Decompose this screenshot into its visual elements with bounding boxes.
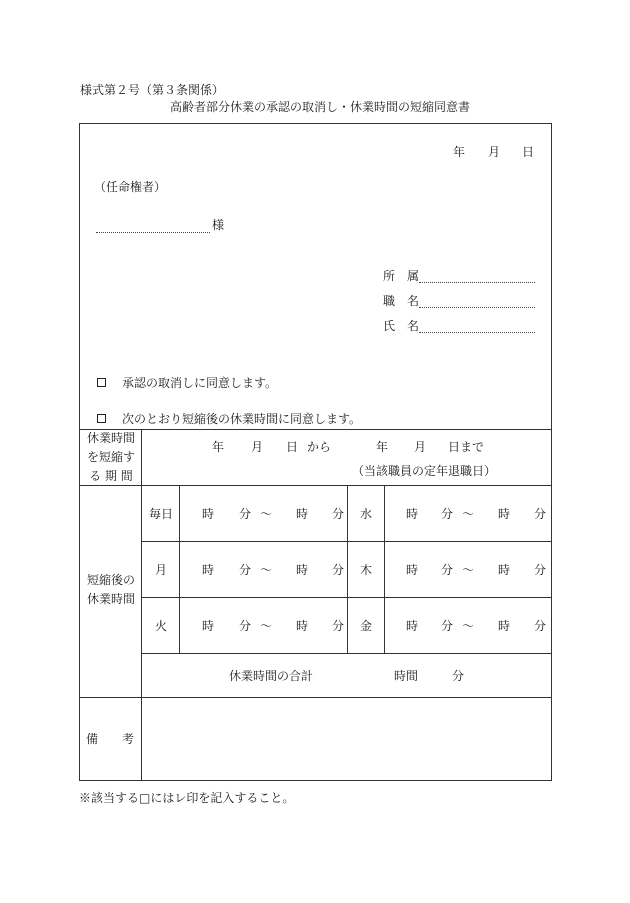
footnote: ※該当する□にはレ印を記入すること。	[79, 791, 295, 805]
total-minutes-label: 分	[452, 669, 465, 683]
row3-bottom-line	[141, 653, 552, 654]
day-label: 月	[155, 563, 168, 577]
from-day: 日	[286, 440, 299, 454]
form-number: 様式第２号（第３条関係）	[80, 83, 225, 97]
mid-column-line	[347, 485, 348, 653]
table-top-line	[79, 429, 552, 430]
schedule-label: 短縮後の 休業時間	[86, 573, 135, 606]
period-bottom-line	[79, 485, 552, 486]
name-label: 氏 名	[383, 319, 420, 333]
from-month: 月	[251, 440, 264, 454]
retirement-note: （当該職員の定年退職日）	[352, 464, 497, 478]
cancel-checkbox[interactable]	[97, 378, 106, 387]
position-label: 職 名	[383, 294, 420, 308]
to-day: 日まで	[448, 440, 485, 454]
position-field[interactable]	[419, 307, 535, 308]
day-column-line-right	[384, 485, 385, 653]
remarks-field[interactable]	[142, 698, 551, 780]
day-label: 火	[155, 619, 168, 633]
addressee-suffix: 様	[212, 218, 225, 232]
day-label: 水	[360, 507, 373, 521]
shorten-option-label: 次のとおり短縮後の休業時間に同意します。	[122, 412, 362, 426]
date-year-label: 年	[453, 145, 466, 159]
affiliation-label: 所 属	[383, 269, 420, 283]
authority-label: （任命権者）	[94, 180, 167, 194]
from-year: 年	[212, 440, 225, 454]
from-word: から	[307, 440, 332, 454]
to-year: 年	[376, 440, 389, 454]
remarks-label: 備 考	[86, 732, 135, 746]
day-label: 木	[360, 563, 373, 577]
day-label: 毎日	[149, 507, 174, 521]
addressee-field[interactable]	[96, 232, 210, 233]
date-day-label: 日	[522, 145, 535, 159]
day-label: 金	[360, 619, 373, 633]
to-month: 月	[414, 440, 427, 454]
name-field[interactable]	[419, 332, 535, 333]
cancel-option-label: 承認の取消しに同意します。	[122, 376, 278, 390]
total-label: 休業時間の合計	[229, 669, 314, 683]
form-title: 高齢者部分休業の承認の取消し・休業時間の短縮同意書	[170, 100, 471, 114]
period-label: 休業時間 を短縮す る 期 間	[86, 431, 135, 483]
day-column-line-left	[179, 485, 180, 653]
total-hours-label: 時間	[394, 669, 419, 683]
date-month-label: 月	[488, 145, 501, 159]
shorten-checkbox[interactable]	[97, 414, 106, 423]
affiliation-field[interactable]	[419, 282, 535, 283]
